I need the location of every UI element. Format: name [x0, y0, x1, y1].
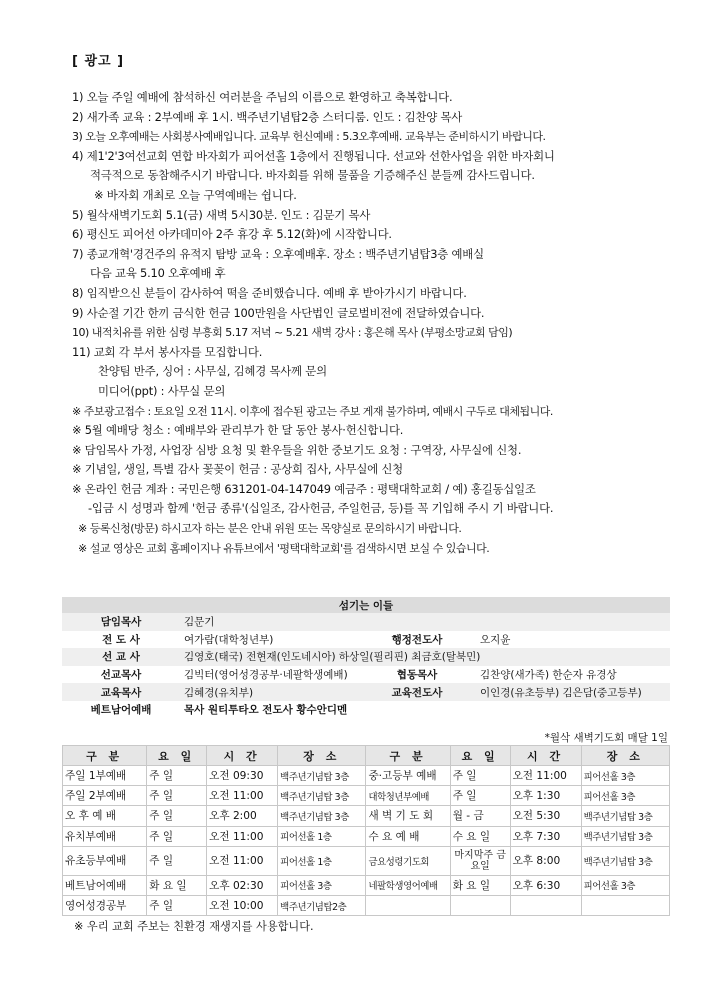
schedule-cell: 오전 5:30 [510, 806, 581, 826]
schedule-header: 구 분 [366, 746, 450, 766]
schedule-cell: 백주년기념탑 3층 [581, 846, 669, 875]
staff-value: 목사 원티투타오 전도사 황수안디멘 [184, 704, 348, 717]
notice-ad-deadline: ※ 주보광고접수 : 토요일 오전 11시. 이후에 접수된 광고는 주보 게재 불가하며, 예배시 구두로 대체됩니다. [72, 404, 553, 418]
schedule-cell: 오전 11:00 [207, 786, 278, 806]
announcement-11-item-1: 찬양팀 반주, 싱어 : 사무실, 김혜경 목사께 문의 [98, 364, 327, 379]
schedule-row [63, 895, 670, 915]
announcement-10: 10) 내적치유를 위한 심령 부흥회 5.17 저녁 ~ 5.21 새벽 강사 : 홍은해 목사 (부평소망교회 담임) [72, 326, 513, 340]
staff-row [62, 683, 670, 701]
notice-flowers: ※ 기념일, 생일, 특별 감사 꽃꽂이 헌금 : 공상희 집사, 사무실에 신청 [72, 462, 403, 477]
schedule-cell: 백주년기념탑 3층 [581, 826, 669, 846]
staff-label: 선 교 사 [62, 648, 180, 666]
staff-value: 여가람(대학청년부) [184, 633, 274, 646]
notice-registration: ※ 등록신청(방문) 하시고자 하는 분은 안내 위원 또는 목양실로 문의하시기 바랍니다. [78, 522, 462, 536]
staff-label: 담임목사 [62, 613, 180, 631]
schedule-cell: 백주년기념탑 3층 [278, 786, 366, 806]
staff-label: 교육목사 [62, 683, 180, 701]
schedule-cell: 오후 2:00 [207, 806, 278, 826]
staff-title: 섬기는 이들 [62, 597, 670, 613]
staff-table [62, 597, 670, 719]
announcement-4-note: ※ 바자회 개최로 오늘 구역예배는 쉽니다. [94, 187, 297, 202]
staff-label: 협동목사 [396, 669, 438, 682]
announcement-3: 3) 오늘 오후예배는 사회봉사예배입니다. 교육부 헌신예배 : 5.3오후예배. 교육부는 준비하시기 바랍니다. [72, 130, 546, 144]
schedule-cell: 네팔학생영어예배 [366, 875, 450, 895]
schedule-cell: 화 요 일 [450, 875, 510, 895]
staff-value: 이인경(유초등부) 김은담(중고등부) [476, 683, 670, 701]
schedule-cell: 수 요 예 배 [366, 826, 450, 846]
staff-value: 김혜경(유치부) [180, 683, 358, 701]
schedule-cell: 유치부예배 [63, 826, 147, 846]
notice-online-offering: ※ 온라인 헌금 계좌 : 국민은행 631201-04-147049 예금주 : 평택대학교회 / 예) 홍길동십일조 [72, 481, 536, 496]
schedule-cell: 피어선홀 3층 [581, 786, 669, 806]
schedule-row [63, 806, 670, 826]
schedule-row [63, 826, 670, 846]
schedule-cell: 백주년기념탑 3층 [278, 806, 366, 826]
schedule-row [63, 786, 670, 806]
staff-value: 김영호(태국) 전현재(인도네시아) 하상일(필리핀) 최금호(탈북민) [180, 648, 670, 666]
schedule-cell: 화 요 일 [147, 875, 207, 895]
schedule-cell [366, 895, 450, 915]
staff-row [62, 666, 670, 684]
notice-online-offering-cont: -입금 시 성명과 함께 '헌금 종류'(십일조, 감사헌금, 주일헌금, 등)를 꼭 기입해 주시 기 바랍니다. [88, 501, 554, 516]
schedule-cell: 마지막주 금요일 [450, 846, 510, 875]
staff-label: 행정전도사 [391, 633, 443, 646]
schedule-cell: 오후 7:30 [510, 826, 581, 846]
schedule-cell: 주 일 [147, 766, 207, 786]
schedule-header: 요 일 [147, 746, 207, 766]
schedule-cell: 베트남어예배 [63, 875, 147, 895]
staff-value: 김찬양(새가족) 한순자 유경상 [480, 669, 617, 682]
schedule-row [63, 846, 670, 875]
staff-row [62, 701, 670, 719]
notice-cleaning: ※ 5월 예배당 청소 : 예배부와 관리부가 한 달 동안 봉사·헌신합니다. [72, 423, 404, 438]
schedule-cell: 주 일 [147, 786, 207, 806]
schedule-row [63, 766, 670, 786]
announcement-list [72, 88, 692, 558]
staff-label: 베트남어예배 [90, 704, 152, 717]
schedule-header: 구 분 [63, 746, 147, 766]
notice-visitation: ※ 담임목사 가정, 사업장 심방 요청 및 환우들을 위한 중보기도 요청 : 구역장, 사무실에 신청. [72, 442, 522, 457]
announcement-4-cont: 적극적으로 동참해주시기 바랍니다. 바자회를 위해 물품을 기증해주신 분들께 감사드립니다. [90, 168, 535, 183]
schedule-cell: 백주년기념탑2층 [278, 895, 366, 915]
schedule-cell: 오전 11:00 [510, 766, 581, 786]
staff-row [62, 631, 670, 649]
schedule-cell: 새 벽 기 도 회 [366, 806, 450, 826]
schedule-cell: 피어선홀 3층 [581, 766, 669, 786]
schedule-cell: 주일 1부예배 [63, 766, 147, 786]
schedule-cell: 대학청년부예배 [366, 786, 450, 806]
footer-note: ※ 우리 교회 주보는 친환경 재생지를 사용합니다. [74, 920, 314, 933]
schedule-cell [581, 895, 669, 915]
staff-label: 선교목사 [100, 669, 142, 682]
announcement-4: 4) 제1'2'3여선교회 연합 바자회가 피어선홀 1층에서 진행됩니다. 선교와 선한사업을 위한 바자회니 [72, 148, 555, 163]
schedule-cell: 오전 09:30 [207, 766, 278, 786]
staff-label: 교육전도사 [358, 683, 476, 701]
schedule-cell: 주 일 [450, 786, 510, 806]
staff-row [62, 613, 670, 631]
schedule-note: *월삭 새벽기도회 매달 1일 [544, 732, 668, 744]
staff-value: 김빅터(영어성경공부·네팔학생예배) [184, 669, 348, 682]
schedule-header: 장 소 [278, 746, 366, 766]
staff-value: 김문기 [180, 613, 670, 631]
schedule-cell: 오전 10:00 [207, 895, 278, 915]
schedule-cell: 유초등부예배 [63, 846, 147, 875]
schedule-header: 요 일 [450, 746, 510, 766]
notice-sermon-video: ※ 설교 영상은 교회 홈페이지나 유튜브에서 '평택대학교회'를 검색하시면 보실 수 있습니다. [78, 541, 490, 555]
section-title: [ 광고 ] [72, 54, 125, 69]
schedule-cell: 월 - 금 [450, 806, 510, 826]
staff-label: 전 도 사 [102, 633, 140, 646]
schedule-header: 시 간 [207, 746, 278, 766]
announcement-7: 7) 종교개혁'경건주의 유적지 탐방 교육 : 오후예배후. 장소 : 백주년기념탑3층 예배실 [72, 246, 484, 261]
announcement-11-item-2: 미디어(ppt) : 사무실 문의 [98, 383, 226, 398]
schedule-header-row [63, 746, 670, 766]
schedule-cell: 수 요 일 [450, 826, 510, 846]
schedule-cell [510, 895, 581, 915]
schedule-cell: 주 일 [450, 766, 510, 786]
announcement-11: 11) 교회 각 부서 봉사자를 모집합니다. [72, 344, 263, 359]
schedule-table [62, 745, 670, 916]
schedule-cell: 백주년기념탑 3층 [278, 766, 366, 786]
schedule-cell: 중·고등부 예배 [366, 766, 450, 786]
announcement-9: 9) 사순절 기간 한끼 금식한 헌금 100만원을 사단법인 글로벌비전에 전달하였습니다. [72, 305, 485, 320]
schedule-cell: 오전 11:00 [207, 826, 278, 846]
announcement-5: 5) 월삭새벽기도회 5.1(금) 새벽 5시30분. 인도 : 김문기 목사 [72, 207, 371, 222]
schedule-header: 시 간 [510, 746, 581, 766]
schedule-cell: 금요성령기도회 [366, 846, 450, 875]
schedule-cell: 주 일 [147, 895, 207, 915]
schedule-cell: 피어선홀 1층 [278, 846, 366, 875]
announcement-8: 8) 임직받으신 분들이 감사하여 떡을 준비했습니다. 예배 후 받아가시기 바랍니다. [72, 285, 467, 300]
announcement-7-cont: 다음 교육 5.10 오후예배 후 [90, 266, 226, 281]
schedule-cell: 오후 02:30 [207, 875, 278, 895]
schedule-cell: 오후 1:30 [510, 786, 581, 806]
schedule-header: 장 소 [581, 746, 669, 766]
schedule-cell: 오후 6:30 [510, 875, 581, 895]
schedule-cell [450, 895, 510, 915]
schedule-cell: 피어선홀 3층 [278, 875, 366, 895]
schedule-cell: 주일 2부예배 [63, 786, 147, 806]
schedule-cell: 오전 11:00 [207, 846, 278, 875]
schedule-cell: 오후 8:00 [510, 846, 581, 875]
schedule-cell: 피어선홀 3층 [581, 875, 669, 895]
schedule-cell: 피어선홀 1층 [278, 826, 366, 846]
announcement-6: 6) 평신도 피어선 아카데미아 2주 휴강 후 5.12(화)에 시작합니다. [72, 227, 392, 242]
schedule-cell: 오 후 예 배 [63, 806, 147, 826]
schedule-cell: 주 일 [147, 826, 207, 846]
schedule-cell: 주 일 [147, 806, 207, 826]
schedule-cell: 영어성경공부 [63, 895, 147, 915]
schedule-cell: 주 일 [147, 846, 207, 875]
announcement-1: 1) 오늘 주일 예배에 참석하신 여러분을 주님의 이름으로 환영하고 축복합니다. [72, 90, 453, 104]
announcement-2: 2) 새가족 교육 : 2부예배 후 1시. 백주년기념탑2층 스터디룸. 인도 : 김찬양 목사 [72, 109, 463, 124]
staff-row [62, 648, 670, 666]
schedule-cell: 백주년기념탑 3층 [581, 806, 669, 826]
schedule-row [63, 875, 670, 895]
staff-value: 오지윤 [480, 633, 511, 646]
